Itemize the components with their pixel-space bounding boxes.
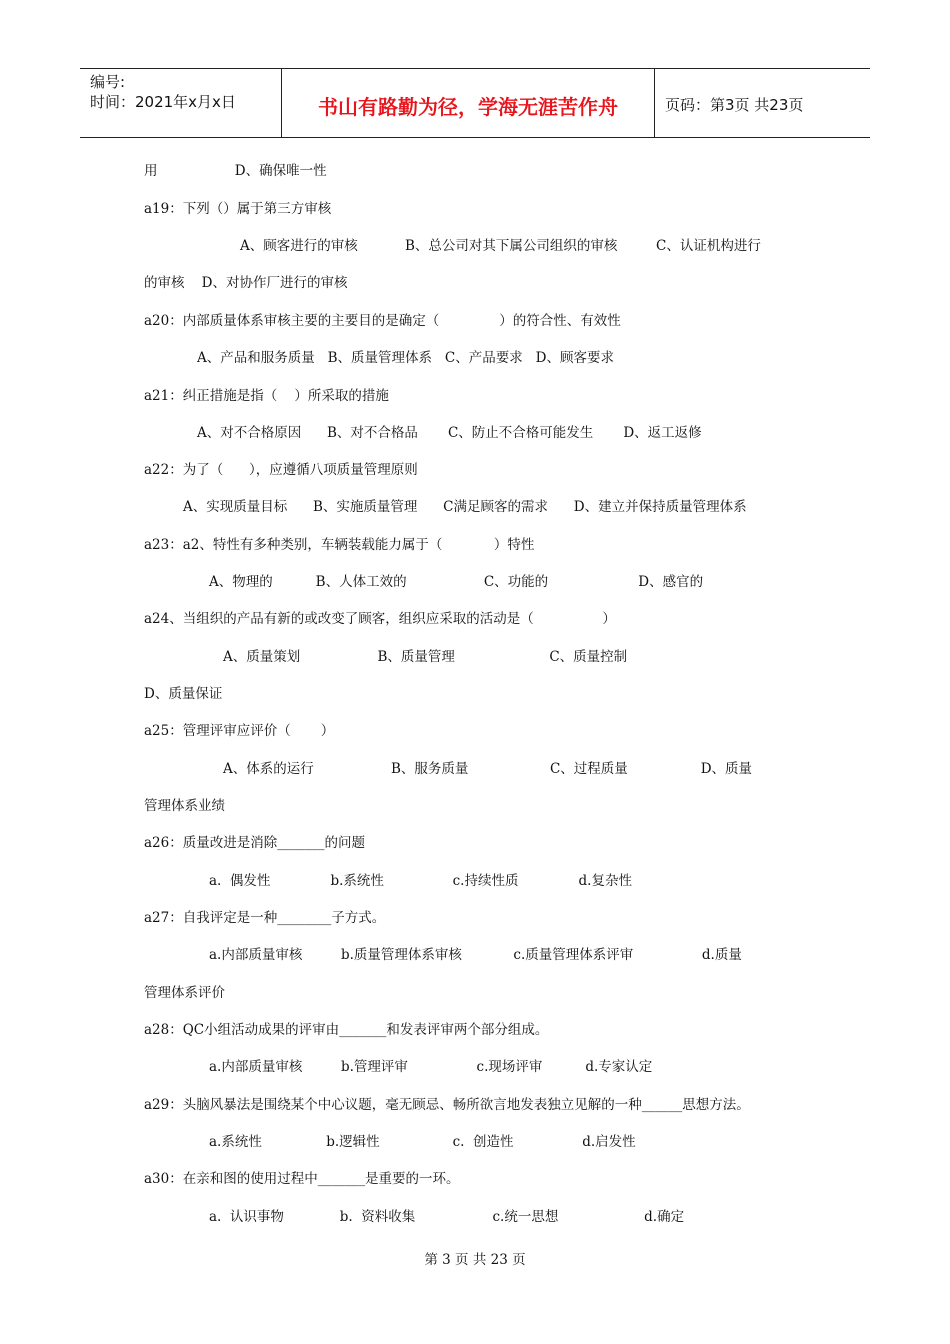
options-line: A、实现质量目标 B、实施质量管理 C满足顾客的需求 D、建立并保持质量管理体系	[183, 499, 747, 515]
question-a27: a27：自我评定是一种________子方式。	[144, 910, 386, 926]
header-meta-cell	[80, 69, 282, 137]
text-line: 管理体系业绩	[144, 798, 225, 814]
motto: 书山有路勤为径，学海无涯苦作舟	[318, 95, 618, 119]
options-line: A、体系的运行 B、服务质量 C、过程质量 D、质量	[223, 761, 753, 777]
options-line: A、物理的 B、人体工效的 C、功能的 D、感官的	[209, 574, 704, 590]
text-line: 用 D、确保唯一性	[144, 163, 327, 179]
header-page-cell	[655, 69, 870, 137]
question-a29: a29：头脑风暴法是围绕某个中心议题，毫无顾忌、畅所欲言地发表独立见解的一种______思想方法。	[144, 1097, 750, 1113]
question-a26: a26：质量改进是消除_______的问题	[144, 835, 365, 851]
page-label: 页码：第3页 共23页	[665, 96, 804, 114]
question-a24: a24、当组织的产品有新的或改变了顾客，组织应采取的活动是（ ）	[144, 611, 616, 627]
options-line: a. 认识事物 b. 资料收集 c.统一思想 d.确定	[209, 1209, 685, 1225]
question-a20: a20：内部质量体系审核主要的主要目的是确定（ ）的符合性、有效性	[144, 313, 621, 329]
question-a25: a25：管理评审应评价（ ）	[144, 723, 335, 739]
options-line: A、对不合格原因 B、对不合格品 C、防止不合格可能发生 D、返工返修	[197, 425, 702, 441]
text-line: D、质量保证	[144, 686, 223, 702]
time-label: 时间：2021年x月x日	[90, 93, 236, 111]
text-line: 的审核 D、对协作厂进行的审核	[144, 275, 348, 291]
options-line: a. 偶发性 b.系统性 c.持续性质 d.复杂性	[209, 873, 632, 889]
question-a30: a30：在亲和图的使用过程中_______是重要的一环。	[144, 1171, 460, 1187]
question-a22: a22：为了（ ），应遵循八项质量管理原则	[144, 462, 418, 478]
options-line: A、顾客进行的审核 B、总公司对其下属公司组织的审核 C、认证机构进行	[240, 238, 761, 254]
number-label: 编号:	[90, 73, 126, 91]
question-a28: a28：QC小组活动成果的评审由_______和发表评审两个部分组成。	[144, 1022, 549, 1038]
question-a21: a21：纠正措施是指（ ）所采取的措施	[144, 388, 389, 404]
question-a19: a19：下列（）属于第三方审核	[144, 201, 332, 217]
text-line: 管理体系评价	[144, 985, 225, 1001]
header-motto-cell	[282, 69, 655, 137]
options-line: A、产品和服务质量 B、质量管理体系 C、产品要求 D、顾客要求	[197, 350, 614, 366]
options-line: a.系统性 b.逻辑性 c. 创造性 d.启发性	[209, 1134, 636, 1150]
document-header	[80, 68, 870, 138]
options-line: A、质量策划 B、质量管理 C、质量控制	[223, 649, 628, 665]
question-a23: a23：a2、特性有多种类别，车辆装载能力属于（ ）特性	[144, 537, 535, 553]
options-line: a.内部质量审核 b.质量管理体系审核 c.质量管理体系评审 d.质量	[209, 947, 742, 963]
options-line: a.内部质量审核 b.管理评审 c.现场评审 d.专家认定	[209, 1059, 653, 1075]
page-footer: 第 3 页 共 23 页	[424, 1252, 526, 1268]
